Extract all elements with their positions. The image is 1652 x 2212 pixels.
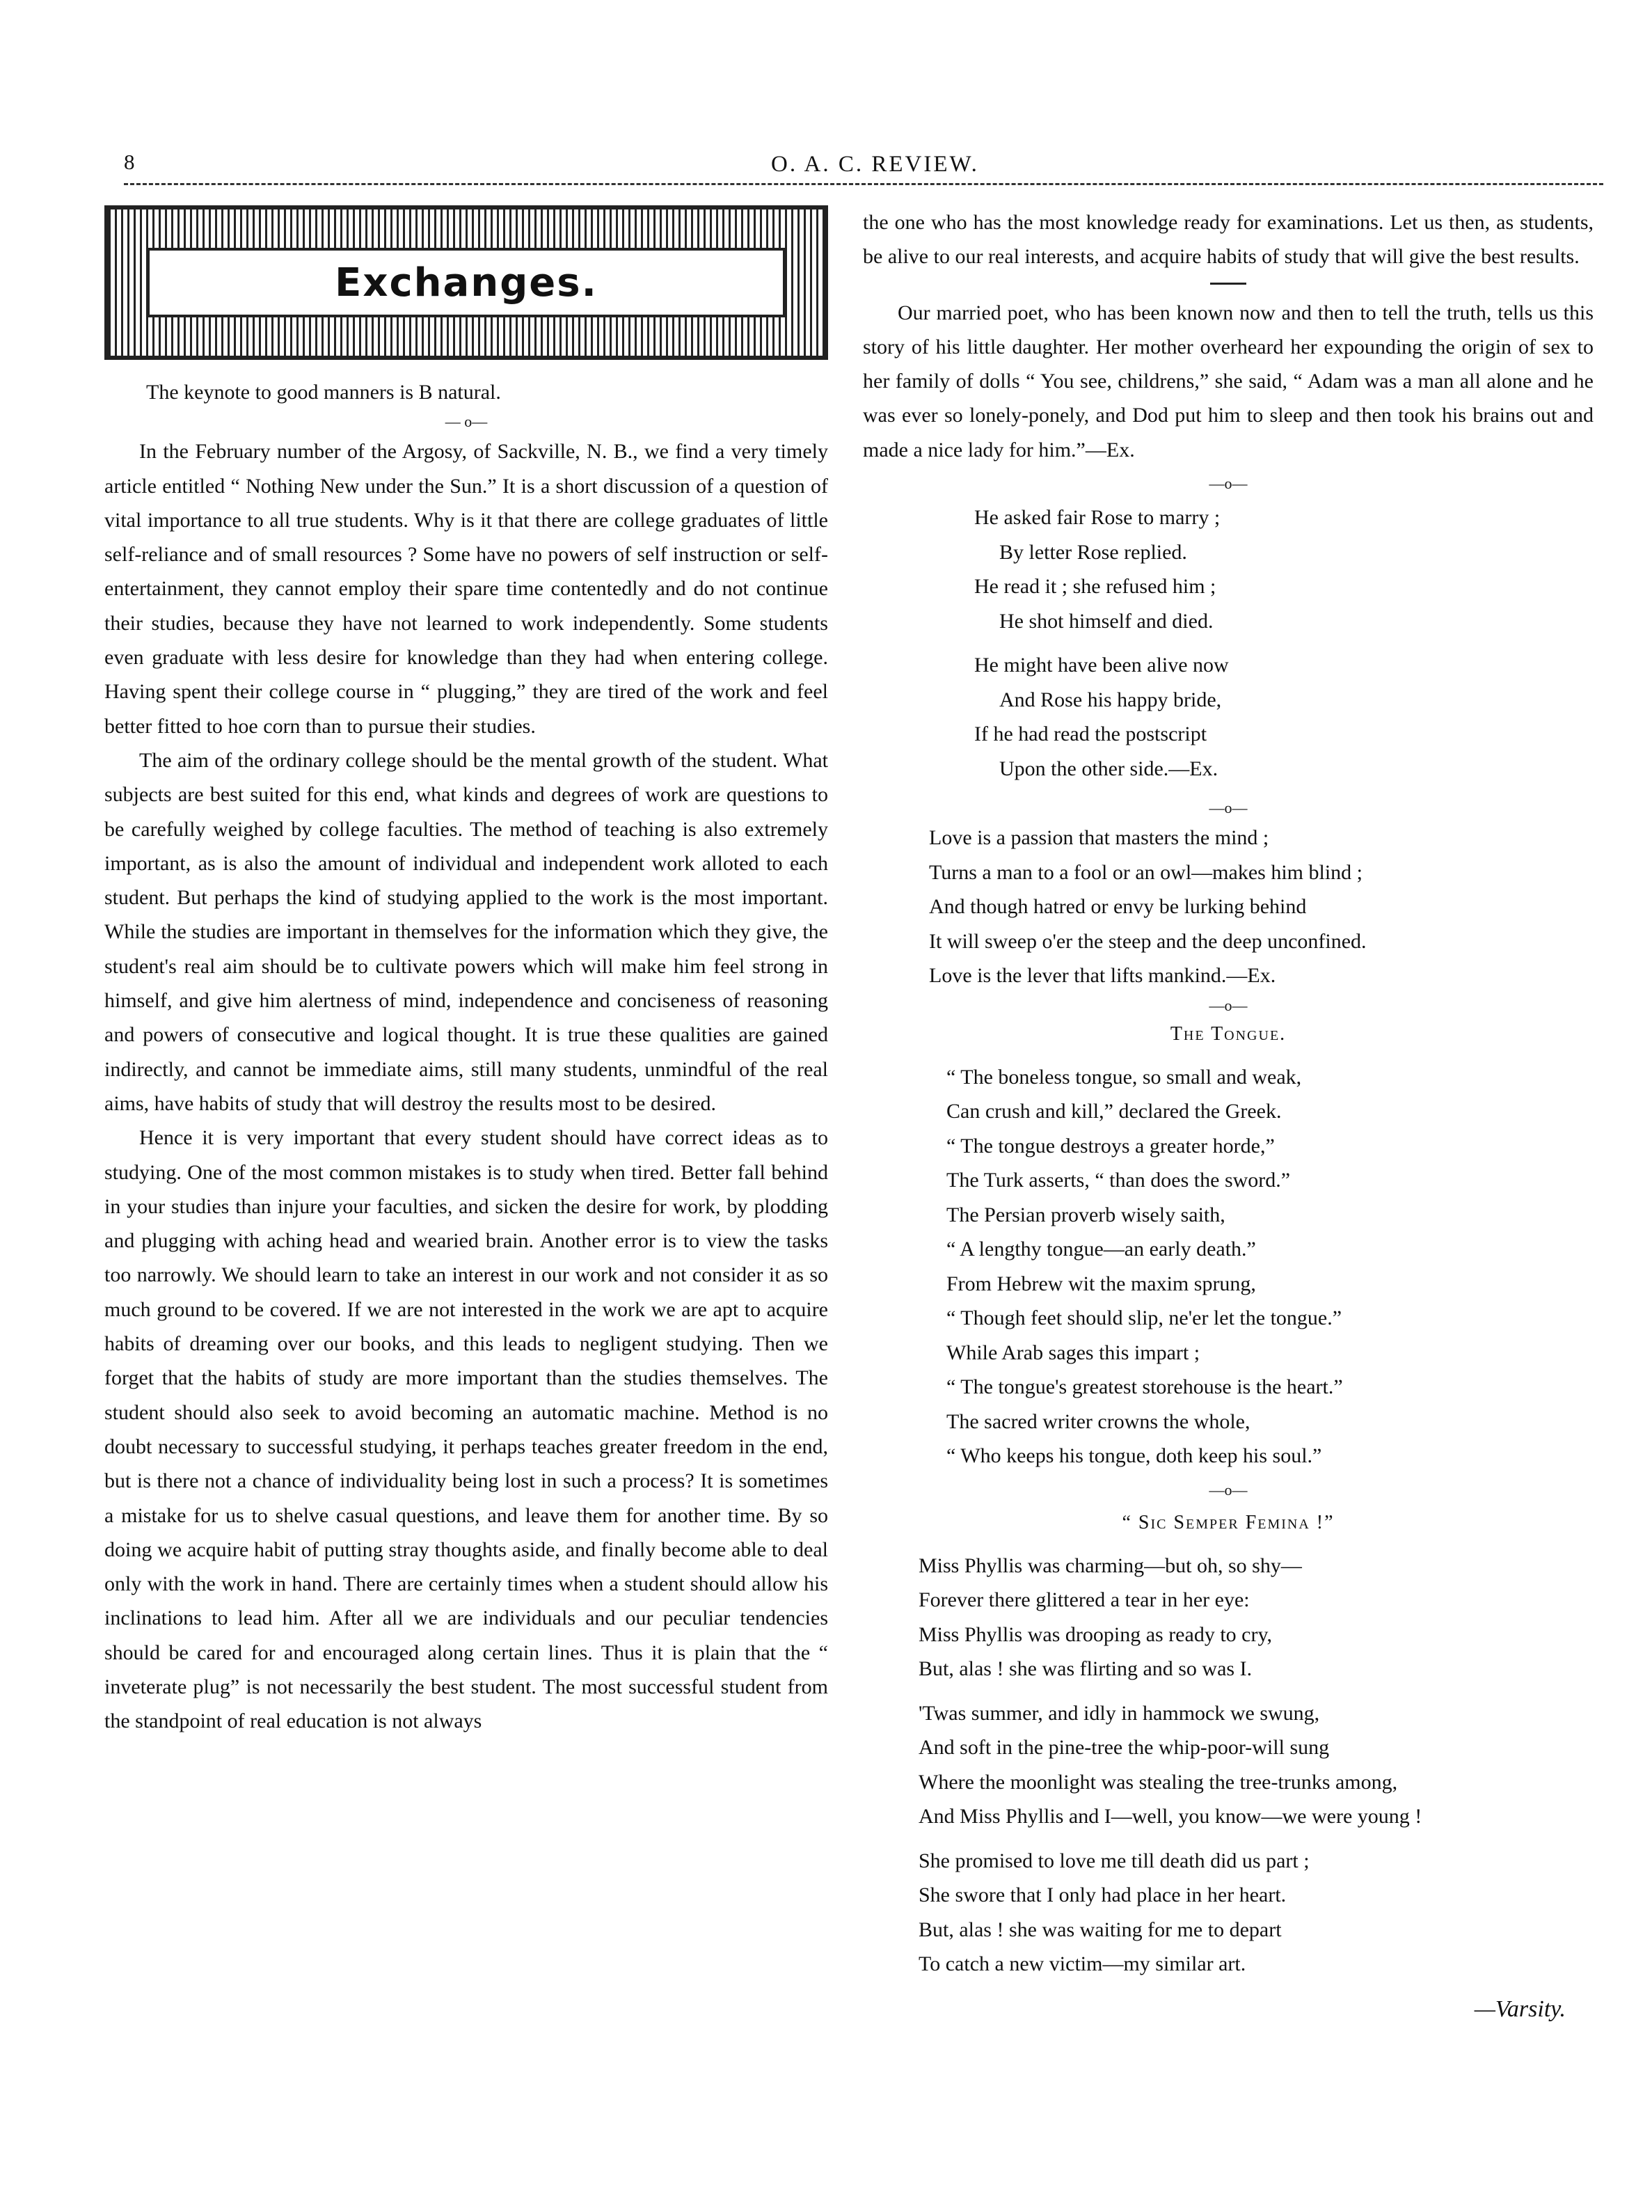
header-rule bbox=[124, 183, 1603, 185]
paragraph-continuation: the one who has the most knowledge ready for examinations. Let us then, as students, be alive to our real interests, and acquire habits of study that will give the best results. bbox=[863, 211, 1594, 269]
poem-line: Miss Phyllis was charming—but oh, so shy— bbox=[919, 1554, 1302, 1577]
page-number: 8 bbox=[124, 150, 135, 174]
poem-line: Where the moonlight was stealing the tree-trunks among, bbox=[919, 1770, 1398, 1794]
short-rule bbox=[1210, 283, 1246, 285]
poem-line: “ A lengthy tongue—an early death.” bbox=[946, 1238, 1256, 1261]
poem-rose bbox=[974, 500, 1594, 786]
poem-line: It will sweep o'er the steep and the deep unconfined. bbox=[929, 929, 1367, 953]
paragraph-married-poet: Our married poet, who has been known now and then to tell the truth, tells us this story of his little daughter. Her mother overheard her expounding the origin of sex to her family of dolls “ You see, childrens,” she said, “ Adam was a man all alone and he was ever so lonely-ponely, and Dod put him to sleep and then took his brains out and made a nice lady for him.”—Ex. bbox=[863, 301, 1594, 461]
keynote-line: The keynote to good manners is B natural. bbox=[146, 381, 501, 404]
banner-frame bbox=[147, 248, 786, 317]
poem-tongue bbox=[946, 1060, 1594, 1474]
left-column bbox=[104, 205, 828, 1739]
poem-line: Love is the lever that lifts mankind.—Ex. bbox=[929, 964, 1276, 988]
poem-line: And though hatred or envy be lurking behind bbox=[929, 895, 1307, 919]
signature: —Varsity. bbox=[1474, 1996, 1566, 2022]
poem-phyllis bbox=[919, 1549, 1594, 1982]
poem-line: She swore that I only had place in her heart. bbox=[919, 1883, 1287, 1907]
poem-line: Upon the other side.—Ex. bbox=[999, 757, 1218, 780]
poem-line: But, alas ! she was flirting and so was I. bbox=[919, 1657, 1253, 1681]
running-title: O. A. C. REVIEW. bbox=[771, 152, 979, 177]
separator: —o— bbox=[1209, 996, 1248, 1014]
right-column bbox=[863, 205, 1594, 2028]
separator: — o— bbox=[445, 413, 488, 431]
poem-line: The Persian proverb wisely saith, bbox=[946, 1203, 1225, 1226]
poem-title-femina: “ Sic Semper Femina !” bbox=[1122, 1511, 1335, 1533]
poem-love bbox=[929, 821, 1594, 993]
poem-line: The sacred writer crowns the whole, bbox=[946, 1409, 1250, 1433]
poem-line: “ Who keeps his tongue, doth keep his soul.” bbox=[946, 1444, 1322, 1468]
section-title: Exchanges. bbox=[335, 260, 598, 306]
poem-line: Miss Phyllis was drooping as ready to cry, bbox=[919, 1622, 1273, 1646]
poem-line: He shot himself and died. bbox=[999, 609, 1214, 633]
poem-line: From Hebrew wit the maxim sprung, bbox=[946, 1272, 1256, 1295]
poem-line: “ Though feet should slip, ne'er let the tongue.” bbox=[946, 1306, 1342, 1330]
poem-line: “ The tongue destroys a greater horde,” bbox=[946, 1134, 1275, 1158]
poem-stanza bbox=[919, 1844, 1594, 1982]
poem-stanza bbox=[919, 1696, 1594, 1834]
poem-line: Can crush and kill,” declared the Greek. bbox=[946, 1100, 1282, 1123]
poem-line: Forever there glittered a tear in her eye: bbox=[919, 1588, 1250, 1612]
page-header bbox=[124, 150, 1603, 191]
poem-stanza bbox=[974, 500, 1594, 638]
separator: —o— bbox=[1209, 799, 1248, 817]
poem-line: But, alas ! she was waiting for me to depart bbox=[919, 1918, 1282, 1941]
poem-line: And Miss Phyllis and I—well, you know—we were young ! bbox=[919, 1805, 1422, 1828]
poem-line: “ The tongue's greatest storehouse is the heart.” bbox=[946, 1375, 1343, 1399]
poem-line: And Rose his happy bride, bbox=[999, 688, 1222, 711]
poem-line: By letter Rose replied. bbox=[999, 540, 1187, 564]
paragraph-studying: Hence it is very important that every student should have correct ideas as to studying. One of the most common mistakes is to study when tired. Better fall behind in your studies than injure your faculties, and sicken the desire for work, by plodding and plugging with aching head and wearied brain. Another error is to view the tasks too narrowly. We should learn to take an interest in our work and not consider it as so much ground to be covered. If we are not interested in the work we are apt to acquire habits of dreaming over our books, and this leads to negligent studying. Then we forget that the habits of study are more important than the studies themselves. The student should also seek to avoid becoming an automatic machine. Method is no doubt necessary to successful studying, it perhaps teaches greater freedom in the end, but is there not a chance of individuality being lost in such a process? It is sometimes a mistake for us to shelve casual questions, and leave them for another time. By so doing we acquire habit of putting stray thoughts aside, and finally become able to deal only with the work in hand. There are certainly times when a student should allow his inclinations to lead him. After all we are individuals and our peculiar tendencies should be cared for and encouraged along certain lines. Thus it is plain that the “ inveterate plug” is not necessarily the best student. The most successful student from the standpoint of real education is not always bbox=[104, 1126, 828, 1733]
poem-line: He might have been alive now bbox=[974, 654, 1229, 677]
paragraph-aim: The aim of the ordinary college should be the mental growth of the student. What subjects are best suited for this end, what kinds and degrees of work are questions to be carefully weighed by college faculties. The method of teaching is also extremely important, as is also the amount of individual and independent work alloted to each student. But perhaps the kind of studying applied to the work is the most important. While the studies are important in themselves for the information which they give, the student's real aim should be to cultivate powers which will make him feel strong in himself, and give him alertness of mind, independence and conciseness of reasoning and powers of consecutive and logical thought. It is true these qualities are gained indirectly, and cannot be immediate aims, still many students, unmindful of the real aims, have habits of study that will destroy the results most to be desired. bbox=[104, 748, 828, 1115]
poem-line: To catch a new victim—my similar art. bbox=[919, 1952, 1246, 1976]
poem-line: He asked fair Rose to marry ; bbox=[974, 506, 1221, 530]
separator: —o— bbox=[1209, 475, 1248, 493]
poem-line: Turns a man to a fool or an owl—makes him blind ; bbox=[929, 860, 1363, 884]
poem-line: While Arab sages this impart ; bbox=[946, 1341, 1200, 1364]
poem-line: The Turk asserts, “ than does the sword.” bbox=[946, 1169, 1291, 1192]
poem-line: And soft in the pine-tree the whip-poor-will sung bbox=[919, 1736, 1330, 1760]
poem-line: If he had read the postscript bbox=[974, 722, 1207, 746]
poem-stanza bbox=[919, 1549, 1594, 1686]
poem-title-tongue: The Tongue. bbox=[1170, 1022, 1287, 1045]
paragraph-argosy: In the February number of the Argosy, of Sackville, N. B., we find a very timely article entitled “ Nothing New under the Sun.” It is a short discussion of a question of vital importance to all true students. Why is it that there are college graduates of little self-reliance and of small resources ? Some have no powers of self instruction or self-entertainment, they cannot employ their spare time contentedly and do not continue their studies, because they have not learned to work independently. Some students even graduate with less desire for knowledge than they had when entering college. Having spent their college course in “ plugging,” they are tired of the work and feel better fitted to hoe corn than to pursue their studies. bbox=[104, 440, 828, 738]
poem-line: He read it ; she refused him ; bbox=[974, 575, 1216, 599]
poem-line: She promised to love me till death did us part ; bbox=[919, 1849, 1310, 1872]
exchanges-banner bbox=[104, 205, 828, 360]
poem-line: “ The boneless tongue, so small and weak, bbox=[946, 1065, 1302, 1089]
poem-line: 'Twas summer, and idly in hammock we swung, bbox=[919, 1701, 1320, 1725]
poem-stanza bbox=[974, 648, 1594, 786]
separator: —o— bbox=[1209, 1480, 1248, 1499]
poem-line: Love is a passion that masters the mind ; bbox=[929, 826, 1269, 850]
